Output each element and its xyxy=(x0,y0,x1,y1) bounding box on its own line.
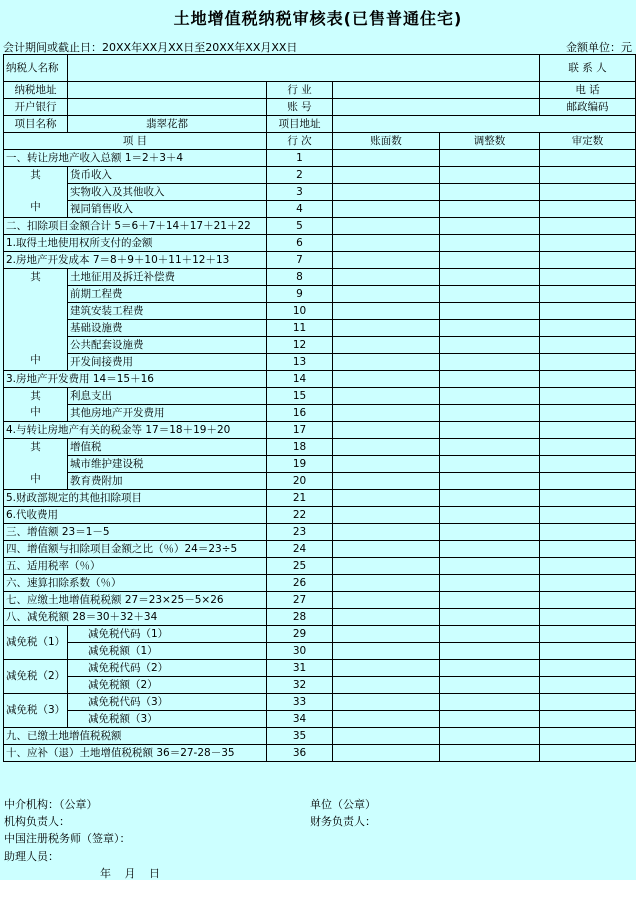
group-label-bottom: 中 xyxy=(30,406,41,418)
contact-label: 联 系 人 xyxy=(540,55,636,82)
row-label: 减免税额（3） xyxy=(68,711,267,728)
group-label-top: 其 xyxy=(30,441,41,453)
table-row xyxy=(4,490,636,507)
row-label: 实物收入及其他收入 xyxy=(68,184,267,201)
row-label: 货币收入 xyxy=(68,167,267,184)
book-value-cell[interactable] xyxy=(333,728,440,745)
row-label: 土地征用及拆迁补偿费 xyxy=(68,269,267,286)
row-label: 开发间接费用 xyxy=(68,354,267,371)
footer-date: 年 月 日 xyxy=(100,867,160,880)
info-row-project xyxy=(4,116,636,133)
info-row-bank xyxy=(4,99,636,116)
book-value-cell[interactable] xyxy=(333,490,440,507)
row-line-number: 6 xyxy=(267,235,333,252)
project-address-cell[interactable] xyxy=(333,116,636,133)
adjust-value-cell[interactable] xyxy=(440,592,540,609)
row-label: 教育费附加 xyxy=(68,473,267,490)
audited-value-cell[interactable] xyxy=(540,660,636,677)
adjust-value-cell[interactable] xyxy=(440,422,540,439)
table-row xyxy=(4,235,636,252)
row-label: 二、扣除项目金额合计 5＝6＋7＋14＋17＋21＋22 xyxy=(4,218,267,235)
taxpayer-name-label: 纳税人名称 xyxy=(4,55,68,82)
info-row-taxpayer xyxy=(4,55,636,82)
book-value-cell[interactable] xyxy=(333,201,440,218)
table-row xyxy=(4,456,636,473)
book-value-cell[interactable] xyxy=(333,745,440,762)
group-label: 减免税（1） xyxy=(4,626,68,660)
table-row xyxy=(4,507,636,524)
book-value-cell[interactable] xyxy=(333,524,440,541)
industry-label: 行 业 xyxy=(267,82,333,99)
row-line-number: 2 xyxy=(267,167,333,184)
audited-value-cell[interactable] xyxy=(540,643,636,660)
book-value-cell[interactable] xyxy=(333,303,440,320)
project-name-label: 项目名称 xyxy=(4,116,68,133)
row-line-number: 11 xyxy=(267,320,333,337)
book-value-cell[interactable] xyxy=(333,643,440,660)
row-line-number: 17 xyxy=(267,422,333,439)
audited-value-cell[interactable] xyxy=(540,184,636,201)
row-line-number: 36 xyxy=(267,745,333,762)
table-row xyxy=(4,524,636,541)
info-row-address xyxy=(4,82,636,99)
table-row xyxy=(4,660,636,677)
audited-value-cell[interactable] xyxy=(540,201,636,218)
row-label: 减免税代码（3） xyxy=(68,694,267,711)
audited-value-cell[interactable] xyxy=(540,167,636,184)
book-value-cell[interactable] xyxy=(333,439,440,456)
row-line-number: 35 xyxy=(267,728,333,745)
row-label: 减免税代码（2） xyxy=(68,660,267,677)
adjust-value-cell[interactable] xyxy=(440,694,540,711)
row-line-number: 29 xyxy=(267,626,333,643)
industry-cell[interactable] xyxy=(333,82,540,99)
table-row xyxy=(4,422,636,439)
audited-value-cell[interactable] xyxy=(540,252,636,269)
book-value-cell[interactable] xyxy=(333,592,440,609)
adjust-value-cell[interactable] xyxy=(440,286,540,303)
table-row xyxy=(4,337,636,354)
adjust-value-cell[interactable] xyxy=(440,745,540,762)
adjust-value-cell[interactable] xyxy=(440,728,540,745)
row-label: 公共配套设施费 xyxy=(68,337,267,354)
adjust-value-cell[interactable] xyxy=(440,473,540,490)
adjust-value-cell[interactable] xyxy=(440,626,540,643)
row-label: 视同销售收入 xyxy=(68,201,267,218)
row-line-number: 34 xyxy=(267,711,333,728)
adjust-value-cell[interactable] xyxy=(440,677,540,694)
table-row xyxy=(4,626,636,643)
adjust-value-cell[interactable] xyxy=(440,575,540,592)
group-label xyxy=(4,167,68,218)
footer-agency: 中介机构：（公章） xyxy=(4,798,98,811)
header-book: 账面数 xyxy=(333,133,440,150)
audited-value-cell[interactable] xyxy=(540,524,636,541)
book-value-cell[interactable] xyxy=(333,269,440,286)
adjust-value-cell[interactable] xyxy=(440,456,540,473)
table-row xyxy=(4,745,636,762)
project-address-label: 项目地址 xyxy=(267,116,333,133)
group-label-top: 其 xyxy=(30,390,41,402)
adjust-value-cell[interactable] xyxy=(440,184,540,201)
row-line-number: 20 xyxy=(267,473,333,490)
group-label-bottom: 中 xyxy=(30,473,41,485)
adjust-value-cell[interactable] xyxy=(440,711,540,728)
adjust-value-cell[interactable] xyxy=(440,609,540,626)
book-value-cell[interactable] xyxy=(333,456,440,473)
phone-label: 电 话 xyxy=(540,82,636,99)
row-line-number: 10 xyxy=(267,303,333,320)
adjust-value-cell[interactable] xyxy=(440,167,540,184)
adjust-value-cell[interactable] xyxy=(440,405,540,422)
audited-value-cell[interactable] xyxy=(540,303,636,320)
adjust-value-cell[interactable] xyxy=(440,643,540,660)
row-label: 2.房地产开发成本 7＝8＋9＋10＋11＋12＋13 xyxy=(4,252,267,269)
table-row xyxy=(4,388,636,405)
row-line-number: 12 xyxy=(267,337,333,354)
audited-value-cell[interactable] xyxy=(540,745,636,762)
row-line-number: 27 xyxy=(267,592,333,609)
book-value-cell[interactable] xyxy=(333,609,440,626)
header-adjust: 调整数 xyxy=(440,133,540,150)
row-label: 七、应缴土地增值税税额 27＝23×25－5×26 xyxy=(4,592,267,609)
table-row xyxy=(4,201,636,218)
adjust-value-cell[interactable] xyxy=(440,354,540,371)
row-label: 六、速算扣除系数（％） xyxy=(4,575,267,592)
audited-value-cell[interactable] xyxy=(540,150,636,167)
adjust-value-cell[interactable] xyxy=(440,320,540,337)
book-value-cell[interactable] xyxy=(333,711,440,728)
header-audited: 审定数 xyxy=(540,133,636,150)
group-label-top: 其 xyxy=(30,169,41,181)
audited-value-cell[interactable] xyxy=(540,677,636,694)
row-label: 建筑安装工程费 xyxy=(68,303,267,320)
book-value-cell[interactable] xyxy=(333,422,440,439)
row-line-number: 26 xyxy=(267,575,333,592)
report-title: 土地增值税纳税审核表(已售普通住宅) xyxy=(173,9,463,28)
row-label: 九、已缴土地增值税税额 xyxy=(4,728,267,745)
table-row xyxy=(4,694,636,711)
table-row xyxy=(4,184,636,201)
header-row xyxy=(4,133,636,150)
address-label: 纳税地址 xyxy=(4,82,68,99)
row-line-number: 30 xyxy=(267,643,333,660)
row-line-number: 16 xyxy=(267,405,333,422)
row-line-number: 19 xyxy=(267,456,333,473)
book-value-cell[interactable] xyxy=(333,337,440,354)
audited-value-cell[interactable] xyxy=(540,354,636,371)
row-line-number: 22 xyxy=(267,507,333,524)
row-line-number: 32 xyxy=(267,677,333,694)
account-cell[interactable] xyxy=(333,99,540,116)
row-line-number: 7 xyxy=(267,252,333,269)
address-cell[interactable] xyxy=(68,82,267,99)
group-label-bottom: 中 xyxy=(30,354,41,366)
row-label: 3.房地产开发费用 14＝15＋16 xyxy=(4,371,267,388)
table-row xyxy=(4,541,636,558)
row-line-number: 14 xyxy=(267,371,333,388)
book-value-cell[interactable] xyxy=(333,354,440,371)
table-row xyxy=(4,218,636,235)
table-row xyxy=(4,252,636,269)
audit-table xyxy=(3,54,636,762)
table-row xyxy=(4,609,636,626)
audited-value-cell[interactable] xyxy=(540,490,636,507)
audited-value-cell[interactable] xyxy=(540,388,636,405)
row-line-number: 31 xyxy=(267,660,333,677)
audited-value-cell[interactable] xyxy=(540,694,636,711)
group-label-top: 其 xyxy=(30,271,41,283)
table-row xyxy=(4,320,636,337)
audited-value-cell[interactable] xyxy=(540,711,636,728)
adjust-value-cell[interactable] xyxy=(440,303,540,320)
group-label xyxy=(4,269,68,371)
postcode-label: 邮政编码 xyxy=(540,99,636,116)
audited-value-cell[interactable] xyxy=(540,218,636,235)
adjust-value-cell[interactable] xyxy=(440,541,540,558)
row-label: 三、增值额 23＝1－5 xyxy=(4,524,267,541)
adjust-value-cell[interactable] xyxy=(440,371,540,388)
row-label: 减免税额（2） xyxy=(68,677,267,694)
header-item: 项 目 xyxy=(4,133,267,150)
adjust-value-cell[interactable] xyxy=(440,524,540,541)
row-line-number: 23 xyxy=(267,524,333,541)
book-value-cell[interactable] xyxy=(333,320,440,337)
row-label: 5.财政部规定的其他扣除项目 xyxy=(4,490,267,507)
row-label: 前期工程费 xyxy=(68,286,267,303)
row-line-number: 4 xyxy=(267,201,333,218)
row-line-number: 28 xyxy=(267,609,333,626)
book-value-cell[interactable] xyxy=(333,660,440,677)
table-row xyxy=(4,728,636,745)
row-line-number: 13 xyxy=(267,354,333,371)
table-row xyxy=(4,575,636,592)
accounting-period: 会计期间或截止日：20XX年XX月XX日至20XX年XX月XX日 xyxy=(3,41,298,54)
header-line: 行 次 xyxy=(267,133,333,150)
row-line-number: 9 xyxy=(267,286,333,303)
group-label xyxy=(4,439,68,490)
row-label: 基础设施费 xyxy=(68,320,267,337)
book-value-cell[interactable] xyxy=(333,235,440,252)
footer-assistant: 助理人员： xyxy=(4,850,59,863)
table-row xyxy=(4,303,636,320)
adjust-value-cell[interactable] xyxy=(440,252,540,269)
book-value-cell[interactable] xyxy=(333,184,440,201)
row-line-number: 18 xyxy=(267,439,333,456)
footer-unit-seal: 单位（公章） xyxy=(310,798,376,811)
table-row xyxy=(4,150,636,167)
audited-value-cell[interactable] xyxy=(540,609,636,626)
table-row xyxy=(4,371,636,388)
bank-label: 开户银行 xyxy=(4,99,68,116)
book-value-cell[interactable] xyxy=(333,694,440,711)
group-label: 减免税（2） xyxy=(4,660,68,694)
book-value-cell[interactable] xyxy=(333,507,440,524)
row-label: 四、增值额与扣除项目金额之比（％）24＝23÷5 xyxy=(4,541,267,558)
footer-finance-head: 财务负责人： xyxy=(310,815,376,828)
adjust-value-cell[interactable] xyxy=(440,558,540,575)
adjust-value-cell[interactable] xyxy=(440,337,540,354)
row-label: 1.取得土地使用权所支付的金额 xyxy=(4,235,267,252)
audited-value-cell[interactable] xyxy=(540,592,636,609)
audited-value-cell[interactable] xyxy=(540,439,636,456)
adjust-value-cell[interactable] xyxy=(440,150,540,167)
table-row xyxy=(4,354,636,371)
row-line-number: 15 xyxy=(267,388,333,405)
audited-value-cell[interactable] xyxy=(540,235,636,252)
book-value-cell[interactable] xyxy=(333,218,440,235)
audited-value-cell[interactable] xyxy=(540,575,636,592)
table-row xyxy=(4,439,636,456)
adjust-value-cell[interactable] xyxy=(440,218,540,235)
row-line-number: 21 xyxy=(267,490,333,507)
audited-value-cell[interactable] xyxy=(540,422,636,439)
row-label: 五、适用税率（％） xyxy=(4,558,267,575)
row-label: 八、减免税额 28＝30＋32＋34 xyxy=(4,609,267,626)
group-label-bottom: 中 xyxy=(30,201,41,213)
book-value-cell[interactable] xyxy=(333,405,440,422)
row-line-number: 33 xyxy=(267,694,333,711)
adjust-value-cell[interactable] xyxy=(440,660,540,677)
footer-cta: 中国注册税务师（签章）： xyxy=(4,832,131,845)
row-line-number: 5 xyxy=(267,218,333,235)
book-value-cell[interactable] xyxy=(333,371,440,388)
row-line-number: 1 xyxy=(267,150,333,167)
book-value-cell[interactable] xyxy=(333,626,440,643)
audited-value-cell[interactable] xyxy=(540,269,636,286)
row-line-number: 3 xyxy=(267,184,333,201)
book-value-cell[interactable] xyxy=(333,252,440,269)
row-label: 一、转让房地产收入总额 1＝2＋3＋4 xyxy=(4,150,267,167)
adjust-value-cell[interactable] xyxy=(440,439,540,456)
table-row xyxy=(4,558,636,575)
row-label: 其他房地产开发费用 xyxy=(68,405,267,422)
audited-value-cell[interactable] xyxy=(540,320,636,337)
footer-agency-head: 机构负责人： xyxy=(4,815,70,828)
adjust-value-cell[interactable] xyxy=(440,388,540,405)
book-value-cell[interactable] xyxy=(333,388,440,405)
audited-value-cell[interactable] xyxy=(540,473,636,490)
amount-unit: 金额单位：元 xyxy=(566,41,632,54)
book-value-cell[interactable] xyxy=(333,558,440,575)
audited-value-cell[interactable] xyxy=(540,456,636,473)
row-label: 4.与转让房地产有关的税金等 17＝18＋19＋20 xyxy=(4,422,267,439)
row-label: 增值税 xyxy=(68,439,267,456)
table-row xyxy=(4,711,636,728)
bank-cell[interactable] xyxy=(68,99,267,116)
row-label: 城市维护建设税 xyxy=(68,456,267,473)
table-row xyxy=(4,167,636,184)
adjust-value-cell[interactable] xyxy=(440,269,540,286)
audited-value-cell[interactable] xyxy=(540,728,636,745)
adjust-value-cell[interactable] xyxy=(440,235,540,252)
project-name-value[interactable]: 翡翠花都 xyxy=(68,116,267,133)
audited-value-cell[interactable] xyxy=(540,286,636,303)
audited-value-cell[interactable] xyxy=(540,507,636,524)
table-row xyxy=(4,269,636,286)
row-label: 减免税代码（1） xyxy=(68,626,267,643)
book-value-cell[interactable] xyxy=(333,575,440,592)
taxpayer-name-cell[interactable] xyxy=(68,55,540,82)
table-row xyxy=(4,473,636,490)
group-label xyxy=(4,388,68,422)
book-value-cell[interactable] xyxy=(333,150,440,167)
audited-value-cell[interactable] xyxy=(540,405,636,422)
audited-value-cell[interactable] xyxy=(540,337,636,354)
book-value-cell[interactable] xyxy=(333,473,440,490)
book-value-cell[interactable] xyxy=(333,286,440,303)
book-value-cell[interactable] xyxy=(333,541,440,558)
account-label: 账 号 xyxy=(267,99,333,116)
audited-value-cell[interactable] xyxy=(540,371,636,388)
adjust-value-cell[interactable] xyxy=(440,201,540,218)
audited-value-cell[interactable] xyxy=(540,626,636,643)
row-line-number: 24 xyxy=(267,541,333,558)
row-label: 6.代收费用 xyxy=(4,507,267,524)
audited-value-cell[interactable] xyxy=(540,558,636,575)
row-label: 减免税额（1） xyxy=(68,643,267,660)
table-row xyxy=(4,286,636,303)
row-label: 十、应补（退）土地增值税税额 36＝27-28－35 xyxy=(4,745,267,762)
table-row xyxy=(4,592,636,609)
row-line-number: 8 xyxy=(267,269,333,286)
row-label: 利息支出 xyxy=(68,388,267,405)
table-row xyxy=(4,405,636,422)
adjust-value-cell[interactable] xyxy=(440,490,540,507)
row-line-number: 25 xyxy=(267,558,333,575)
table-row xyxy=(4,677,636,694)
audited-value-cell[interactable] xyxy=(540,541,636,558)
table-row xyxy=(4,643,636,660)
adjust-value-cell[interactable] xyxy=(440,507,540,524)
book-value-cell[interactable] xyxy=(333,677,440,694)
book-value-cell[interactable] xyxy=(333,167,440,184)
group-label: 减免税（3） xyxy=(4,694,68,728)
